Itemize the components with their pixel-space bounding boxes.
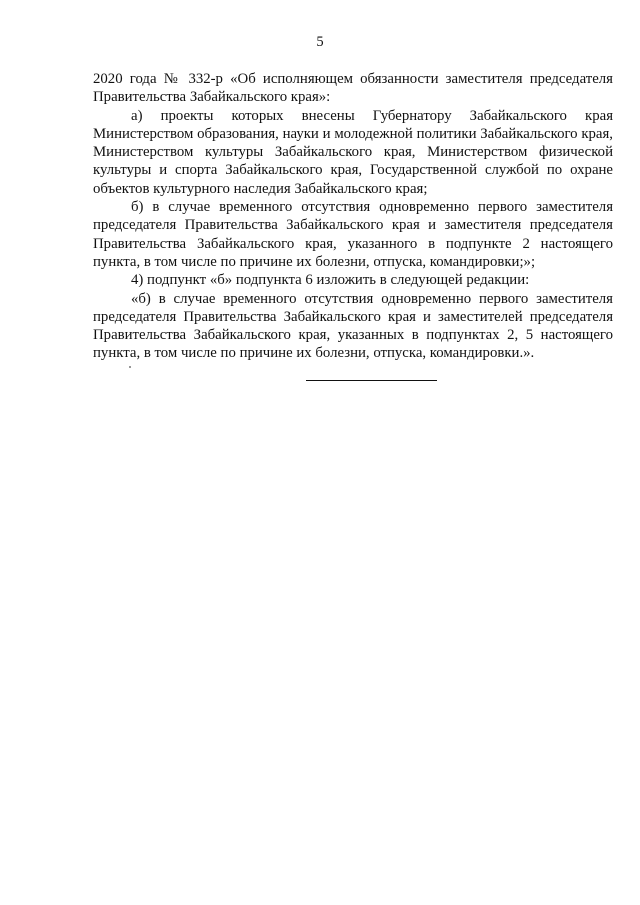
paragraph-item-a: а) проекты которых внесены Губернатору Забайкальского края Министерством образования, науки и молодежной политики Забайкальского края, Министерством культуры Забайкальского края, Министерством физической культуры и спорта Забайкальского края, Государственной службой по охране объектов культурного наследия Забайкальского края; [93, 107, 613, 197]
paragraph-intro: 2020 года № 332-р «Об исполняющем обязанности заместителя председателя Правительства Забайкальского края»: [93, 71, 613, 106]
page-number: 5 [316, 34, 324, 50]
document-body [93, 70, 613, 363]
paragraph-item-b-new: «б) в случае временного отсутствия одновременно первого заместителя председателя Правительства Забайкальского края и заместителей председателя Правительства Забайкальского края, указанных в подпунктах 2, 5 настоящего пункта, в том числе по причине их болезни, отпуска, командировки.». [93, 290, 613, 362]
scan-speck [129, 366, 131, 368]
end-separator-line [306, 380, 437, 381]
paragraph-item-b: б) в случае временного отсутствия одновременно первого заместителя председателя Правительства Забайкальского края и заместителя председателя Правительства Забайкальского края, указанного в подпункте 2 настоящего пункта, в том числе по причине их болезни, отпуска, командировки;»; [93, 199, 613, 270]
paragraph-item-4: 4) подпункт «б» подпункта 6 изложить в следующей редакции: [131, 272, 530, 289]
